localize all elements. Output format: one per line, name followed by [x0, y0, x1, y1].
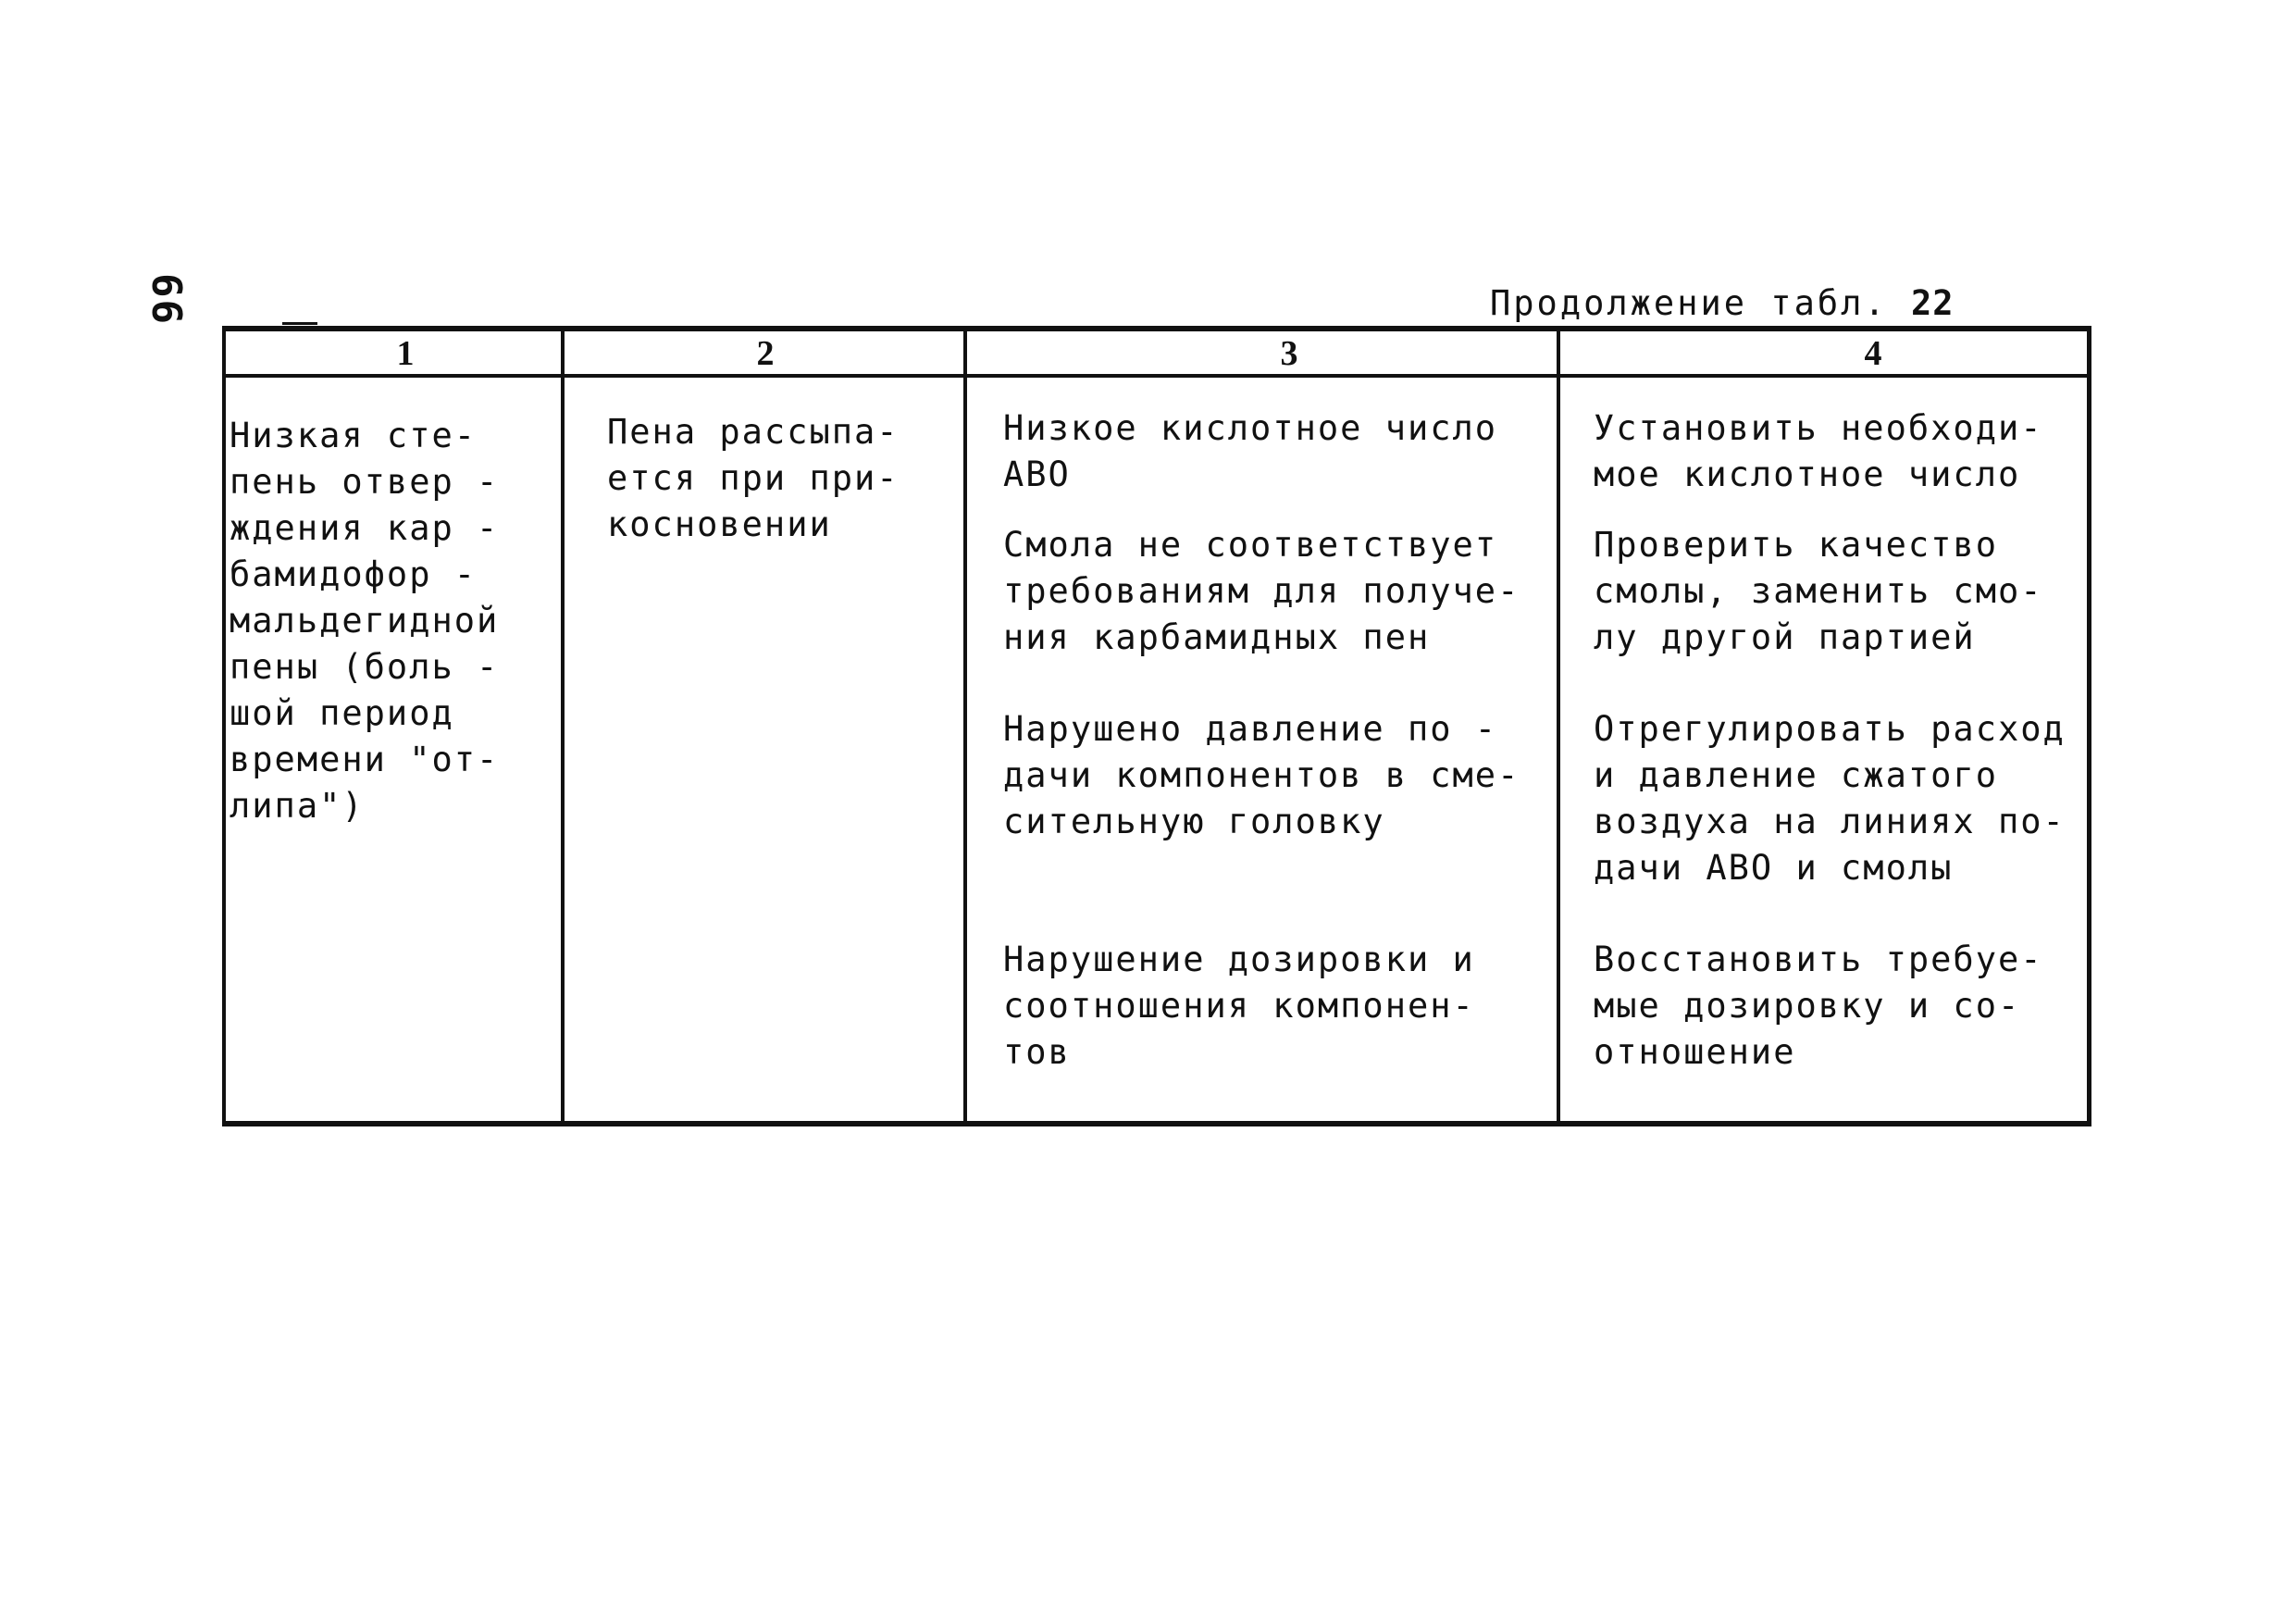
table-caption: [1490, 283, 1955, 323]
divider: [282, 322, 317, 325]
remedy-entry: Отрегулировать расход и давление сжатого воздуха на линиях по- дачи АВО и смолы: [1594, 709, 2066, 888]
column-divider: [1557, 331, 1560, 1121]
defect-cell: Низкая сте- пень отвер - ждения кар - бамидофор - мальдегидной пены (боль - шой период времени "от- липа"): [230, 416, 500, 826]
page-number: 66: [143, 273, 190, 326]
caption-text: Продолжение табл.: [1490, 283, 1888, 323]
manifestation-cell: Пена рассыпа- ется при при- косновении: [607, 412, 900, 544]
cause-entry: Низкое кислотное число АВО: [1003, 408, 1498, 494]
cause-entry: Нарушено давление по - дачи компонентов в сме- сительную головку: [1003, 709, 1520, 841]
header-divider: [226, 374, 2087, 378]
column-number-3: 3: [1280, 334, 1298, 373]
remedy-entry: Восстановить требуе- мые дозировку и со- отношение: [1594, 940, 2043, 1072]
table-number: 22: [1910, 283, 1955, 323]
remedy-entry: Установить необходи- мое кислотное число: [1594, 408, 2043, 494]
cause-entry: Нарушение дозировки и соотношения компонен- тов: [1003, 940, 1475, 1072]
column-divider: [963, 331, 967, 1121]
remedy-entry: Проверить качество смолы, заменить смо- лу другой партией: [1594, 525, 2043, 657]
troubleshooting-table: [222, 326, 2091, 1126]
column-divider: [561, 331, 565, 1121]
cause-entry: Смола не соответствует требованиям для получе- ния карбамидных пен: [1003, 525, 1520, 657]
remedies-cell: [1594, 405, 2066, 1072]
column-number-4: 4: [1864, 334, 1882, 373]
column-number-1: 1: [396, 334, 415, 373]
causes-cell: [1003, 405, 1520, 1072]
column-number-2: 2: [756, 334, 775, 373]
